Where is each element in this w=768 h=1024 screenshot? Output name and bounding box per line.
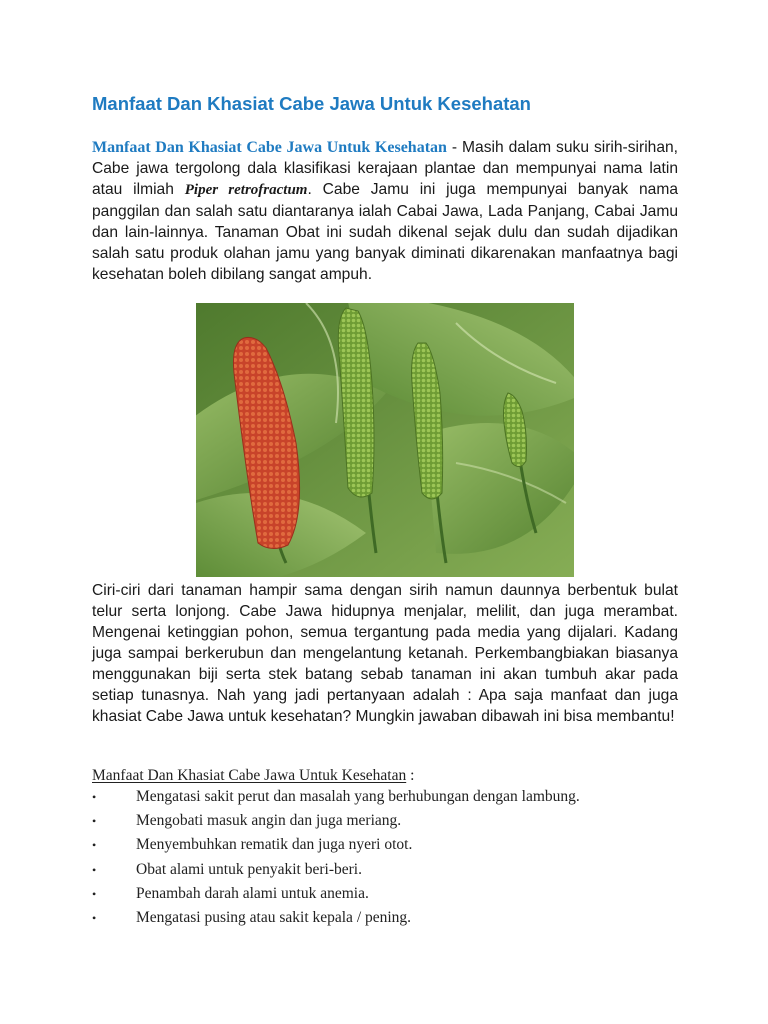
benefit-text: Penambah darah alami untuk anemia. — [136, 884, 369, 902]
intro-lead-link[interactable]: Manfaat Dan Khasiat Cabe Jawa Untuk Kesehatan — [92, 139, 447, 156]
list-item — [92, 811, 712, 835]
benefit-text: Mengobati masuk angin dan juga meriang. — [136, 812, 402, 830]
list-item — [92, 835, 712, 859]
benefit-text: Obat alami untuk penyakit beri-beri. — [136, 860, 362, 878]
bullet-icon: • — [92, 910, 97, 925]
plant-illustration — [196, 303, 574, 577]
list-item — [92, 908, 712, 932]
benefit-text: Menyembuhkan rematik dan juga nyeri otot. — [136, 836, 413, 854]
cabe-jawa-photo — [196, 303, 574, 577]
benefits-list — [92, 787, 712, 932]
benefits-heading-suffix: : — [406, 767, 415, 784]
list-item — [92, 884, 712, 908]
description-paragraph: Ciri-ciri dari tanaman hampir sama dengan sirih namun daunnya berbentuk bulat telur serta lonjong. Cabe Jawa hidupnya menjalar, melilit, dan juga merambat. Mengenai ketinggian pohon, semua tergantung pada media yang dijalari. Kadang juga sampai berkerubun dan mengelantung ketanah. Perkembangbiakan biasanya menggunakan biji serta stek batang sebab tanaman ini akan tumbuh akar pada setiap tunasnya. Nah yang jadi pertanyaan adalah : Apa saja manfaat dan juga khasiat Cabe Jawa untuk kesehatan? Mungkin jawaban dibawah ini bisa membantu! — [92, 582, 678, 725]
benefit-text: Mengatasi pusing atau sakit kepala / pening. — [136, 908, 412, 926]
bullet-icon: • — [92, 862, 97, 877]
list-item — [92, 860, 712, 884]
bullet-icon: • — [92, 838, 97, 853]
intro-text-part-1: - Masih dalam suku sirih-sirihan, Cabe jawa tergolong dala klasifikasi kerajaan plantae dan mempunyai nama latin atau ilmiah — [92, 139, 679, 198]
benefits-heading-text: Manfaat Dan Khasiat Cabe Jawa Untuk Kesehatan — [92, 767, 407, 784]
bullet-icon: • — [92, 814, 97, 829]
latin-name: Piper retrofractum — [184, 182, 308, 198]
page-title: Manfaat Dan Khasiat Cabe Jawa Untuk Kesehatan — [92, 93, 531, 114]
intro-paragraph — [92, 137, 678, 285]
bullet-icon: • — [92, 790, 97, 804]
benefits-heading — [92, 766, 692, 786]
intro-text-part-2: . Cabe Jamu ini juga mempunyai banyak nama panggilan dan salah satu diantaranya ialah Cabai Jawa, Lada Panjang, Cabai Jamu dan lain-lainnya. Tanaman Obat ini sudah dikenal sejak dulu dan sudah dijadikan salah satu produk olahan jamu yang banyak diminati dikarenakan manfaatnya bagi kesehatan boleh dibilang sangat ampuh. — [92, 181, 678, 283]
list-item — [92, 787, 712, 811]
benefit-text: Mengatasi sakit perut dan masalah yang berhubungan dengan lambung. — [136, 788, 580, 805]
bullet-icon: • — [92, 886, 97, 901]
